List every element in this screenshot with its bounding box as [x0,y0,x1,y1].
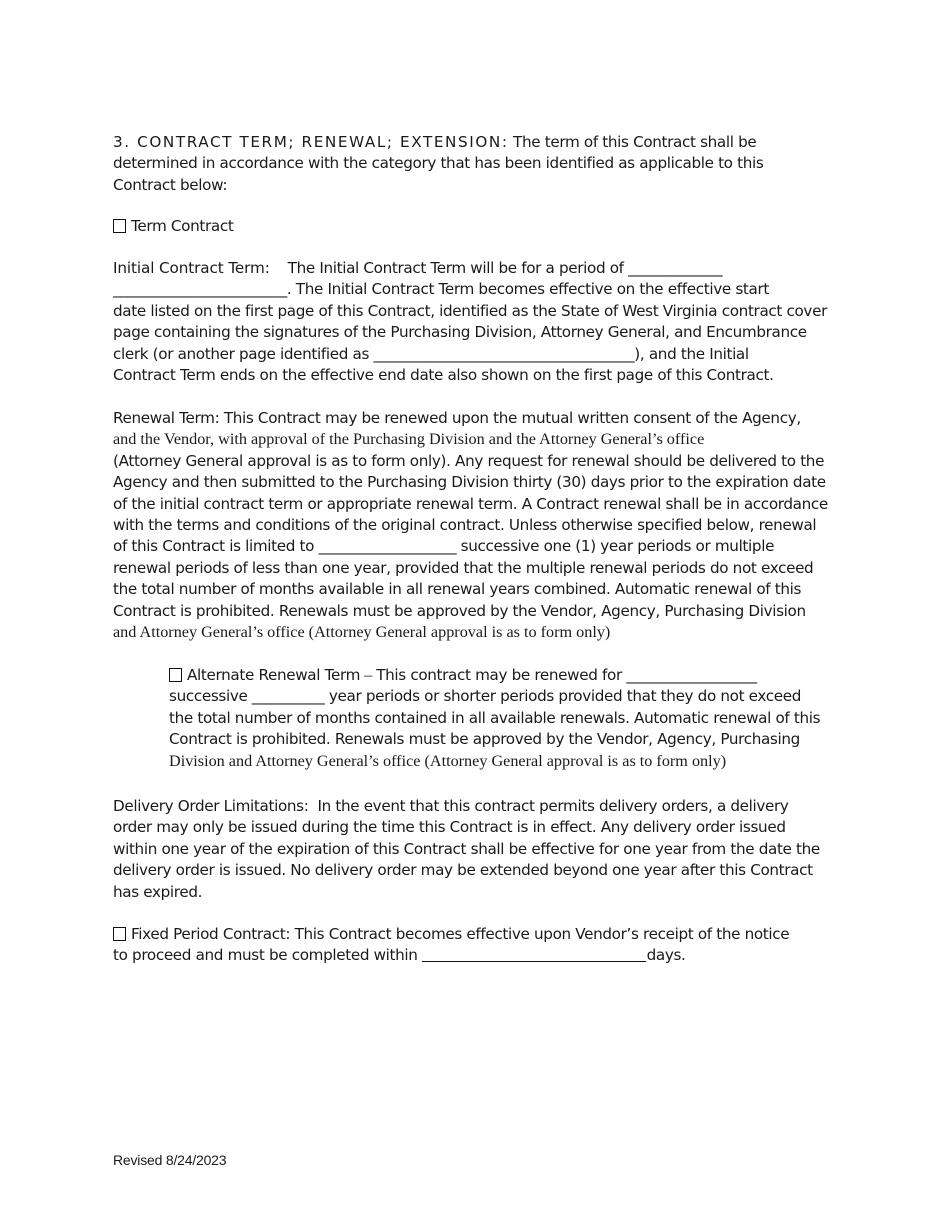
term-contract-checkbox[interactable] [113,219,126,233]
days-input-underline[interactable] [422,947,646,962]
fixed-period-second-line [113,945,853,966]
delivery-order-line: has expired. [113,882,203,901]
delivery-order-heading: Delivery Order Limitations: [113,797,309,815]
renewal-term-line: This Contract may be renewed upon the mutual written consent of the Agency, [219,409,801,427]
renewal-term-line: with the terms and conditions of the original contract. Unless otherwise specified below, renewal [113,516,817,535]
revised-date-footer: Revised 8/24/2023 [113,1152,227,1168]
renewal-term-line: Agency and then submitted to the Purchasing Division thirty (30) days prior to the expiration date [113,473,826,492]
initial-term-first-line [113,258,853,279]
renewal-term-first-line [113,408,853,429]
initial-term-heading: Initial Contract Term: [113,259,270,277]
initial-term-line: page containing the signatures of the Purchasing Division, Attorney General, and Encumbrance [113,323,807,342]
alternate-renewal-block [169,665,849,772]
initial-term-block [113,258,853,386]
delivery-order-line: within one year of the expiration of this Contract shall be effective for one year from the date the [113,839,820,858]
section-3-intro-line: Contract below: [113,175,228,194]
term-contract-row [113,216,853,237]
delivery-order-line: delivery order is issued. No delivery order may be extended beyond one year after this Contract [113,861,813,880]
renewal-term-line: (Attorney General approval is as to form only). Any request for renewal should be delivered to the [113,451,825,470]
initial-term-line: Contract Term ends on the effective end date also shown on the first page of this Contract. [113,366,774,385]
initial-term-line: clerk (or another page identified as ____________________________________), and the Initial [113,344,749,363]
renewal-term-line: Contract is prohibited. Renewals must be approved by the Vendor, Agency, Purchasing Division [113,601,806,620]
section-3-block [113,132,853,196]
section-3-intro-line: determined in accordance with the category that has been identified as applicable to this [113,154,764,173]
renewal-term-line: of the initial contract term or appropriate renewal term. A Contract renewal shall be in accordance [113,494,828,513]
fixed-period-checkbox[interactable] [113,927,126,941]
renewal-term-line: and the Vendor, with approval of the Purchasing Division and the Attorney General’s office [113,430,705,449]
fixed-period-line: This Contract becomes effective upon Vendor’s receipt of the notice [290,925,790,943]
section-3-heading: 3. CONTRACT TERM; RENEWAL; EXTENSION: [113,133,509,151]
initial-term-line: The Initial Contract Term will be for a period of _____________ [269,259,723,277]
alternate-renewal-checkbox[interactable] [169,668,182,682]
term-contract-label: Term Contract [131,217,234,235]
delivery-order-line: In the event that this contract permits delivery orders, a delivery [308,797,789,815]
fixed-period-first-line [113,924,853,945]
alternate-renewal-line: This contract may be renewed for __________________ [376,666,757,684]
alternate-renewal-line: Division and Attorney General’s office (Attorney General approval is as to form only) [169,751,727,770]
fixed-period-block [113,924,853,967]
delivery-order-first-line [113,796,853,817]
renewal-term-heading: Renewal Term: [113,409,220,427]
term-contract-option[interactable] [113,216,853,237]
alternate-renewal-line: successive __________ year periods or shorter periods provided that they do not exceed [169,687,802,706]
section-3-intro-line: The term of this Contract shall be [508,133,757,151]
renewal-term-line: the total number of months available in all renewal years combined. Automatic renewal of this [113,580,802,599]
fixed-period-line: to proceed and must be completed within [113,946,418,965]
alternate-renewal-heading: Alternate Renewal Term [187,666,361,684]
alternate-renewal-first-line [169,665,849,686]
renewal-term-block [113,408,853,643]
delivery-order-block [113,796,853,903]
renewal-term-line: of this Contract is limited to ___________________ successive one (1) year periods or multiple [113,537,775,556]
initial-term-line: date listed on the first page of this Contract, identified as the State of West Virginia contract cover [113,301,827,320]
renewal-term-line: renewal periods of less than one year, provided that the multiple renewal periods do not exceed [113,558,814,577]
section-3-first-line [113,132,853,153]
alternate-renewal-dash: – [360,666,377,684]
initial-term-line: ________________________. The Initial Contract Term becomes effective on the effective start [113,280,769,299]
alternate-renewal-line: the total number of months contained in all available renewals. Automatic renewal of this [169,708,821,727]
alternate-renewal-line: Contract is prohibited. Renewals must be approved by the Vendor, Agency, Purchasing [169,730,800,749]
delivery-order-line: order may only be issued during the time this Contract is in effect. Any delivery order issued [113,818,786,837]
fixed-period-days-label: days. [646,946,686,965]
renewal-term-line: and Attorney General’s office (Attorney General approval is as to form only) [113,623,611,642]
fixed-period-heading: Fixed Period Contract: [131,925,291,943]
